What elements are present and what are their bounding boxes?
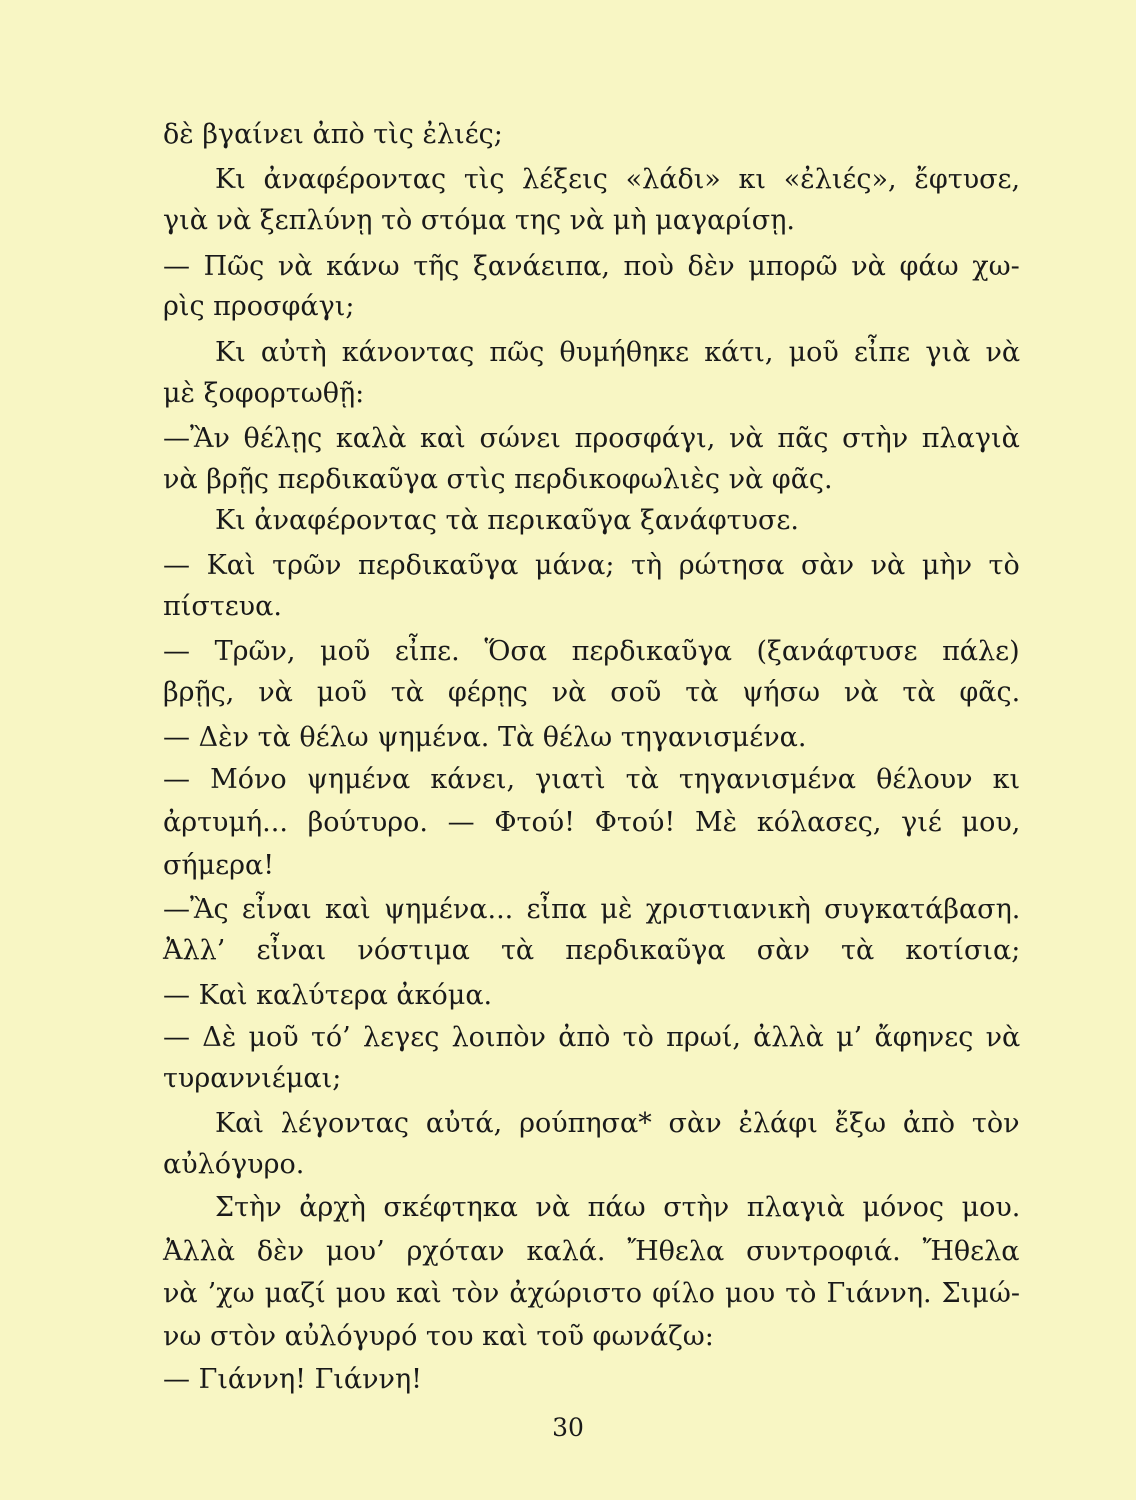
text-line: —Ἂς εἶναι καὶ ψημένα... εἶπα μὲ χριστιανικὴ συγκατάβαση. — [163, 894, 1021, 925]
text-line: γιὰ νὰ ξεπλύνῃ τὸ στόμα της νὰ μὴ μαγαρίσῃ. — [163, 205, 795, 236]
text-line: πίστευα. — [163, 591, 282, 622]
text-line: — Γιάννη! Γιάννη! — [163, 1364, 422, 1395]
text-line: νω στὸν αὐλόγυρό του καὶ τοῦ φωνάζω: — [163, 1321, 714, 1352]
text-line: Ἀλλὰ δὲν μου’ ρχόταν καλά. Ἤθελα συντροφιά. Ἤθελα — [163, 1236, 1020, 1267]
text-line: Στὴν ἀρχὴ σκέφτηκα νὰ πάω στὴν πλαγιὰ μόνος μου. — [215, 1192, 1021, 1223]
text-line: ἀρτυμή... βούτυρο. — Φτού! Φτού! Μὲ κόλασες, γιέ μου, — [163, 807, 1021, 838]
text-line: μὲ ξοφορτωθῇ: — [163, 378, 365, 409]
text-line: Κι ἀναφέροντας τὶς λέξεις «λάδι» κι «ἐλιές», ἔφτυσε, — [215, 164, 1021, 195]
text-line: —Ἂν θέλῃς καλὰ καὶ σώνει προσφάγι, νὰ πᾶς στὴν πλαγιὰ — [163, 423, 1020, 454]
text-line: σήμερα! — [163, 850, 275, 881]
text-line: ρὶς προσφάγι; — [163, 291, 355, 322]
text-line: Ἀλλ’ εἶναι νόστιμα τὰ περδικαῦγα σὰν τὰ κοτίσια; — [163, 935, 1021, 966]
text-line: αὐλόγυρο. — [163, 1149, 305, 1180]
text-line: — Καὶ τρῶν περδικαῦγα μάνα; τὴ ρώτησα σὰν νὰ μὴν τὸ — [163, 550, 1020, 581]
text-line: — Καὶ καλύτερα ἀκόμα. — [163, 980, 493, 1011]
text-line: — Πῶς νὰ κάνω τῆς ξανάειπα, ποὺ δὲν μπορῶ νὰ φάω χω- — [163, 251, 1020, 282]
text-line: — Δὲν τὰ θέλω ψημένα. Τὰ θέλω τηγανισμένα. — [163, 722, 807, 753]
text-line: — Τρῶν, μοῦ εἶπε. Ὅσα περδικαῦγα (ξανάφτυσε πάλε) — [163, 636, 1020, 667]
text-line: βρῇς, νὰ μοῦ τὰ φέρῃς νὰ σοῦ τὰ ψήσω νὰ τὰ φᾶς. — [163, 677, 1021, 708]
text-line: Κι αὐτὴ κάνοντας πῶς θυμήθηκε κάτι, μοῦ εἶπε γιὰ νὰ — [215, 337, 1021, 368]
text-line: δὲ βγαίνει ἀπὸ τὶς ἐλιές; — [163, 119, 503, 150]
text-line: τυραννιέμαι; — [163, 1063, 342, 1094]
page-number: 30 — [552, 1413, 584, 1442]
text-line: νὰ ’χω μαζί μου καὶ τὸν ἀχώριστο φίλο μου τὸ Γιάννη. Σιμώ- — [163, 1278, 1020, 1309]
text-line: Καὶ λέγοντας αὐτά, ρούπησα* σὰν ἐλάφι ἔξω ἀπὸ τὸν — [215, 1108, 1020, 1139]
text-line: — Μόνο ψημένα κάνει, γιατὶ τὰ τηγανισμένα θέλουν κι — [163, 764, 1021, 795]
text-line: νὰ βρῇς περδικαῦγα στὶς περδικοφωλιὲς νὰ φᾶς. — [163, 464, 833, 495]
text-line: Κι ἀναφέροντας τὰ περικαῦγα ξανάφτυσε. — [215, 505, 799, 536]
text-line: — Δὲ μοῦ τό’ λεγες λοιπὸν ἀπὸ τὸ πρωί, ἀλλὰ μ’ ἄφηνες νὰ — [163, 1022, 1021, 1053]
